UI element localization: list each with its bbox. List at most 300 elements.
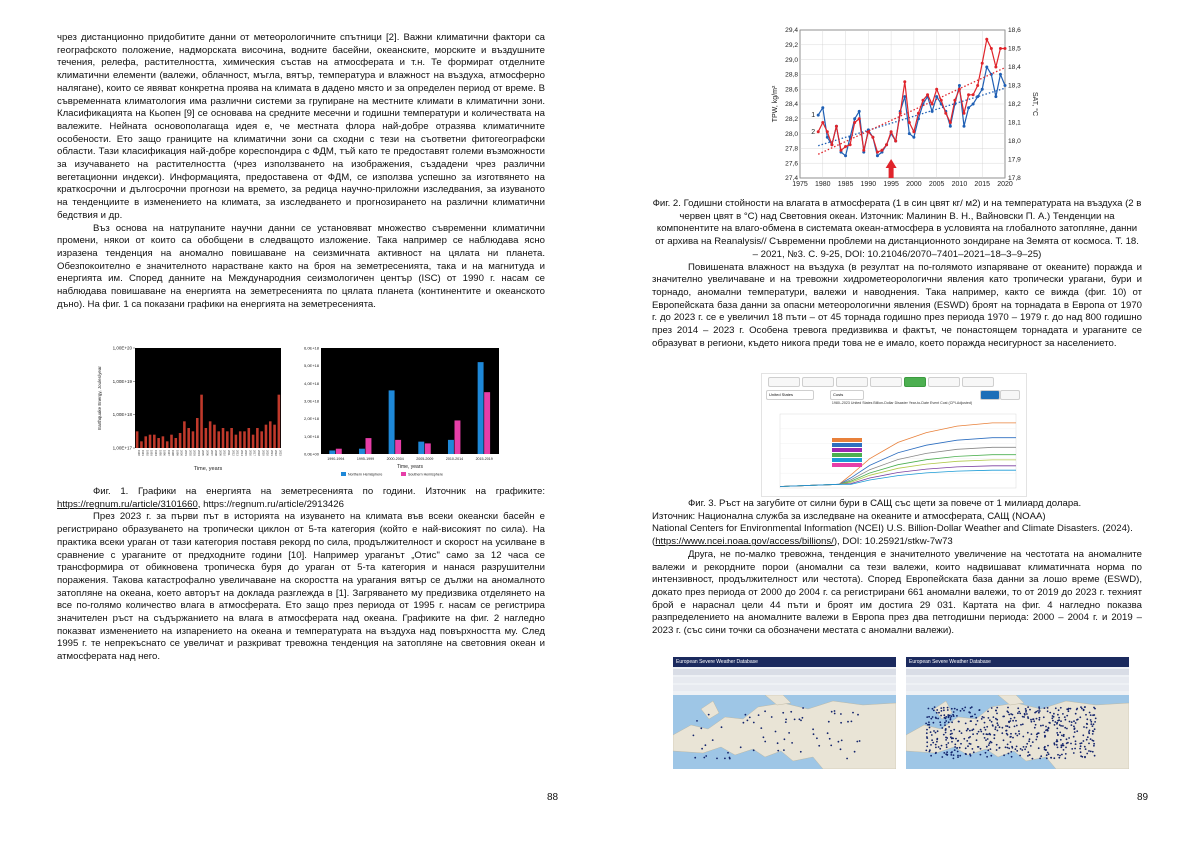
series-point — [999, 47, 1002, 50]
precip-dot — [1026, 743, 1028, 745]
precip-dot — [1010, 751, 1012, 753]
db-toolbar — [673, 685, 896, 691]
precip-dot — [941, 745, 943, 747]
precip-dot — [1033, 720, 1035, 722]
precip-dot — [1027, 717, 1029, 719]
precip-dot — [966, 740, 968, 742]
x-tick-label: 2006 — [205, 450, 209, 456]
series-point — [972, 93, 975, 96]
precip-dot — [1068, 737, 1070, 739]
precip-dot — [990, 755, 992, 757]
y-tick-label-left: 29,0 — [785, 56, 798, 64]
series-point — [849, 143, 852, 146]
precip-dot — [970, 720, 972, 722]
precip-dot — [975, 717, 977, 719]
precip-dot — [950, 733, 952, 735]
precip-dot — [947, 709, 949, 711]
x-tick-label: 2017 — [252, 450, 256, 456]
precip-dot — [956, 715, 958, 717]
precip-dot — [753, 722, 755, 724]
country-select[interactable]: United States — [766, 390, 814, 400]
precip-dot — [1002, 716, 1004, 718]
precip-dot — [1064, 716, 1066, 718]
series-point — [935, 88, 938, 91]
series-point — [967, 106, 970, 109]
precip-dot — [957, 751, 959, 753]
precip-dot — [932, 708, 934, 710]
chart-earthquake-energy-yearly — [91, 342, 289, 482]
precip-dot — [926, 729, 928, 731]
precip-dot — [976, 739, 978, 741]
tooltip-row — [832, 463, 862, 467]
precip-dot — [945, 720, 947, 722]
fig3-svg — [762, 406, 1026, 496]
series-point — [990, 47, 993, 50]
precip-dot — [1029, 709, 1031, 711]
fig1-source-link[interactable]: https://regnum.ru/article/3101660 — [57, 498, 198, 510]
series-point — [1004, 84, 1007, 87]
precip-dot — [859, 740, 861, 742]
precip-dot — [963, 738, 965, 740]
precip-dot — [945, 739, 947, 741]
precip-dot — [969, 736, 971, 738]
series-point — [949, 125, 952, 128]
precip-dot — [964, 707, 966, 709]
precip-dot — [1008, 753, 1010, 755]
x-axis-label: Time, years — [193, 466, 223, 472]
precip-dot — [800, 720, 802, 722]
precip-dot — [1007, 707, 1009, 709]
precip-dot — [1040, 755, 1042, 757]
precip-dot — [834, 710, 836, 712]
bar — [196, 418, 199, 448]
x-tick-label: 2020 — [265, 450, 269, 456]
precip-dot — [1014, 717, 1016, 719]
series-point — [840, 149, 843, 152]
precip-dot — [1058, 709, 1060, 711]
precip-dot — [1074, 727, 1076, 729]
x-tick-label: 1995 — [158, 450, 162, 456]
precip-dot — [1057, 747, 1059, 749]
x-tick-label: 2010 — [951, 181, 968, 188]
y-tick-label: 3,0E+18 — [303, 398, 319, 404]
precip-dot — [988, 717, 990, 719]
series-point — [858, 110, 861, 113]
precip-dot — [1021, 749, 1023, 751]
precip-dot — [1047, 752, 1049, 754]
tab-button[interactable] — [836, 377, 868, 387]
precip-dot — [1011, 746, 1013, 748]
series-point — [817, 130, 820, 133]
precip-dot — [1008, 714, 1010, 716]
x-tick-label: 1975 — [792, 181, 808, 188]
precip-dot — [986, 726, 988, 728]
x-tick-label: 2007 — [209, 450, 213, 456]
precip-dot — [972, 748, 974, 750]
precip-dot — [946, 746, 948, 748]
tooltip-row — [832, 453, 862, 457]
map1-svg — [673, 695, 896, 769]
tab-button[interactable] — [802, 377, 834, 387]
x-tick-label: 2018 — [257, 450, 261, 456]
precip-dot — [973, 751, 975, 753]
precip-dot — [857, 714, 859, 716]
precip-dot — [1027, 755, 1029, 757]
precip-dot — [989, 719, 991, 721]
tab-button[interactable] — [962, 377, 994, 387]
precip-dot — [946, 744, 948, 746]
precip-dot — [1092, 725, 1094, 727]
precip-dot — [1061, 754, 1063, 756]
x-tick-label: 2008 — [214, 450, 218, 456]
x-tick-label: 2013 — [235, 450, 239, 456]
tab-button[interactable] — [768, 377, 800, 387]
precip-dot — [970, 755, 972, 757]
precip-dot — [1060, 720, 1062, 722]
precip-dot — [935, 752, 937, 754]
precip-dot — [968, 711, 970, 713]
precip-dot — [1066, 715, 1068, 717]
precip-dot — [1037, 710, 1039, 712]
precip-dot — [1053, 713, 1055, 715]
precip-dot — [813, 733, 815, 735]
series-point — [963, 112, 966, 115]
bar — [269, 421, 272, 448]
bar — [179, 433, 182, 448]
precip-dot — [775, 731, 777, 733]
precip-dot — [953, 711, 955, 713]
precip-dot — [794, 719, 796, 721]
precip-dot — [753, 749, 755, 751]
precip-dot — [1075, 713, 1077, 715]
bar — [162, 436, 165, 448]
legend-swatch — [341, 472, 346, 476]
x-tick-label: 2001 — [184, 450, 188, 456]
precip-dot — [1047, 745, 1049, 747]
series-point — [999, 73, 1002, 76]
precip-dot — [933, 730, 935, 732]
precip-dot — [1035, 739, 1037, 741]
precip-dot — [1089, 712, 1091, 714]
x-tick-label: 2016 — [248, 450, 252, 456]
series-point — [903, 80, 906, 83]
precip-dot — [987, 749, 989, 751]
precip-dot — [1033, 718, 1035, 720]
precip-dot — [827, 732, 829, 734]
y-axis-label-left: TPW, kg/m² — [772, 85, 779, 123]
precip-dot — [930, 718, 932, 720]
precip-dot — [696, 720, 698, 722]
precip-dot — [1090, 719, 1092, 721]
precip-dot — [935, 747, 937, 749]
precip-dot — [777, 750, 779, 752]
precip-dot — [1028, 740, 1030, 742]
precip-dot — [1057, 754, 1059, 756]
db-toolbar — [673, 669, 896, 675]
precip-dot — [1068, 710, 1070, 712]
precip-dot — [1093, 731, 1095, 733]
x-tick-label: 2000 — [179, 450, 183, 456]
precip-dot — [926, 737, 928, 739]
precip-dot — [1054, 721, 1056, 723]
precip-dot — [1066, 728, 1068, 730]
figure-2-caption: Фиг. 2. Годишни стойности на влагата в атмосферата (1 в син цвят кг/ м2) и на температурата на въздуха (2 в червен цвят в °С) над Световния океан. Източник: Малинин В. Н., Вайновски П. А.) Тенденции на компонентите на влаго-обмена в системата океан-атмосфера в условията на глобалното затопляне, данни от архива на Reanalysis// Съвременни проблеми на дистанционното зондиране на Земята от космоса. Т. 18. – 2021, №3. С. 9-25, DOI: 10.21046/2070–7401–2021–18–3–9–25) — [652, 198, 1142, 260]
precip-dot — [1020, 724, 1022, 726]
bar — [209, 421, 212, 448]
precip-dot — [1062, 743, 1064, 745]
precip-dot — [1005, 746, 1007, 748]
bar — [217, 431, 220, 448]
precip-dot — [812, 728, 814, 730]
precip-dot — [721, 726, 723, 728]
y-tick-label-left: 28,0 — [785, 130, 798, 138]
precip-dot — [944, 722, 946, 724]
series-point — [963, 125, 966, 128]
precip-dot — [940, 715, 942, 717]
precip-dot — [1042, 725, 1044, 727]
view-toggle[interactable] — [1000, 390, 1020, 400]
precip-dot — [1094, 721, 1096, 723]
precip-dot — [1093, 707, 1095, 709]
precip-dot — [932, 742, 934, 744]
precip-dot — [975, 724, 977, 726]
bar — [478, 362, 484, 454]
precip-dot — [947, 714, 949, 716]
series-point — [908, 121, 911, 124]
precip-dot — [830, 745, 832, 747]
tab-button[interactable] — [928, 377, 960, 387]
precip-dot — [700, 727, 702, 729]
tab-button[interactable] — [870, 377, 902, 387]
precip-dot — [984, 722, 986, 724]
bar — [222, 428, 225, 448]
map-2019-2023 — [906, 657, 1129, 769]
y-tick-label-left: 27,4 — [785, 175, 798, 183]
tab-button-active[interactable] — [904, 377, 926, 387]
figure-3-caption-a: Фиг. 3. Ръст на загубите от силни бури в САЩ със щети за повече от 1 милиард долара. — [688, 498, 1082, 509]
precip-dot — [1087, 736, 1089, 738]
precip-dot — [984, 727, 986, 729]
x-tick-label: 2004 — [196, 450, 200, 456]
precip-dot — [1036, 736, 1038, 738]
x-tick-label: 1993 — [149, 450, 153, 456]
y-tick-label: 0,0E+00 — [303, 451, 319, 457]
series-point — [821, 106, 824, 109]
precip-dot — [1024, 748, 1026, 750]
precip-dot — [1084, 757, 1086, 759]
precip-dot — [701, 748, 703, 750]
x-tick-label: 1994 — [153, 450, 157, 456]
precip-dot — [705, 744, 707, 746]
y-axis-label: Earthquake Energy, Joules/year — [97, 366, 102, 430]
series-point — [953, 99, 956, 102]
precip-dot — [1027, 706, 1029, 708]
precip-dot — [1056, 741, 1058, 743]
precip-dot — [1080, 745, 1082, 747]
precip-dot — [816, 737, 818, 739]
y-tick-label-right: 18,3 — [1008, 82, 1021, 90]
precip-dot — [954, 746, 956, 748]
x-tick-label: 1990 — [860, 181, 877, 188]
series-point — [890, 130, 893, 133]
bar — [170, 435, 173, 448]
precip-dot — [989, 742, 991, 744]
db-header: European Severe Weather Database — [906, 657, 1129, 667]
y-tick-label-right: 17,8 — [1008, 175, 1021, 183]
precip-dot — [996, 719, 998, 721]
precip-dot — [926, 732, 928, 734]
precip-dot — [937, 718, 939, 720]
precip-dot — [785, 719, 787, 721]
series-point — [958, 84, 961, 87]
precip-dot — [834, 713, 836, 715]
bar — [273, 425, 276, 448]
precip-dot — [929, 727, 931, 729]
precip-dot — [1010, 718, 1012, 720]
precip-dot — [785, 721, 787, 723]
precip-dot — [1039, 710, 1041, 712]
view-toggle[interactable] — [980, 390, 1000, 400]
tooltip-row — [832, 438, 862, 442]
bar — [418, 442, 424, 454]
precip-dot — [1059, 755, 1061, 757]
y-tick-label-left: 29,2 — [785, 42, 798, 49]
precip-dot — [758, 714, 760, 716]
precip-dot — [957, 755, 959, 757]
precip-dot — [1046, 757, 1048, 759]
precip-dot — [980, 754, 982, 756]
precip-dot — [1023, 746, 1025, 748]
figure-1-caption — [57, 486, 545, 511]
precip-dot — [1022, 716, 1024, 718]
precip-dot — [1048, 753, 1050, 755]
precip-dot — [841, 740, 843, 742]
precip-dot — [941, 710, 943, 712]
precip-dot — [991, 707, 993, 709]
precip-dot — [1088, 733, 1090, 735]
precip-dot — [1005, 725, 1007, 727]
precip-dot — [936, 712, 938, 714]
precip-dot — [1038, 747, 1040, 749]
bar — [278, 395, 281, 448]
precip-dot — [1018, 733, 1020, 735]
precip-dot — [1067, 709, 1069, 711]
bar — [175, 438, 178, 448]
precip-dot — [1047, 730, 1049, 732]
precip-dot — [996, 722, 998, 724]
precip-dot — [1092, 740, 1094, 742]
precip-dot — [1062, 713, 1064, 715]
precip-dot — [1025, 746, 1027, 748]
figure-4 — [673, 657, 1129, 769]
precip-dot — [1079, 748, 1081, 750]
x-tick-label: 2022 — [274, 450, 278, 456]
precip-dot — [960, 743, 962, 745]
precip-dot — [724, 758, 726, 760]
precip-dot — [945, 732, 947, 734]
precip-dot — [951, 741, 953, 743]
precip-dot — [1036, 718, 1038, 720]
precip-dot — [846, 758, 848, 760]
bar — [200, 395, 203, 448]
precip-dot — [1090, 723, 1092, 725]
x-tick-label: 2014 — [239, 450, 243, 456]
precip-dot — [953, 715, 955, 717]
series-point — [912, 130, 915, 133]
precip-dot — [1076, 719, 1078, 721]
x-tick-label: 2002 — [188, 450, 192, 456]
precip-dot — [935, 744, 937, 746]
fig3-source-link[interactable]: https://www.ncei.noaa.gov/access/billions/ — [655, 536, 834, 548]
precip-dot — [929, 749, 931, 751]
x-tick-label: 2000-2004 — [386, 457, 404, 461]
bar — [425, 443, 431, 454]
precip-dot — [948, 726, 950, 728]
series-point — [940, 99, 943, 102]
precip-dot — [852, 712, 854, 714]
precip-dot — [950, 730, 952, 732]
precip-dot — [1025, 708, 1027, 710]
precip-dot — [1044, 735, 1046, 737]
precip-dot — [1036, 734, 1038, 736]
precip-dot — [1025, 711, 1027, 713]
series-point — [844, 154, 847, 157]
precip-dot — [925, 723, 927, 725]
precip-dot — [1052, 720, 1054, 722]
precip-dot — [1086, 723, 1088, 725]
precip-dot — [1050, 757, 1052, 759]
precip-dot — [995, 726, 997, 728]
precip-dot — [1058, 717, 1060, 719]
bar — [359, 449, 365, 454]
page-number: 89 — [1137, 792, 1149, 803]
precip-dot — [997, 724, 999, 726]
y-axis-label-right: SAT, °C — [1031, 91, 1038, 117]
precip-dot — [991, 721, 993, 723]
precip-dot — [948, 721, 950, 723]
precip-dot — [1053, 757, 1055, 759]
right-text-bottom — [652, 498, 1142, 638]
precip-dot — [1080, 755, 1082, 757]
left-text-top — [57, 32, 545, 311]
precip-dot — [1022, 723, 1024, 725]
precip-dot — [954, 744, 956, 746]
precip-dot — [945, 718, 947, 720]
metric-select[interactable]: Costs — [830, 390, 864, 400]
precip-dot — [943, 707, 945, 709]
precip-dot — [1002, 727, 1004, 729]
series-point — [844, 145, 847, 148]
precip-dot — [938, 746, 940, 748]
precip-dot — [1090, 738, 1092, 740]
precip-dot — [693, 735, 695, 737]
precip-dot — [966, 730, 968, 732]
y-tick-label: 5,0E+18 — [303, 363, 319, 369]
precip-dot — [941, 727, 943, 729]
precip-dot — [961, 732, 963, 734]
x-tick-label: 2015-2019 — [475, 457, 493, 461]
precip-dot — [989, 734, 991, 736]
x-tick-label: 2009 — [218, 450, 222, 456]
precip-dot — [943, 709, 945, 711]
precip-dot — [979, 709, 981, 711]
plot-frame — [780, 414, 1016, 488]
precip-dot — [992, 725, 994, 727]
bar — [256, 428, 259, 448]
precip-dot — [995, 710, 997, 712]
precip-dot — [983, 717, 985, 719]
tooltip-row — [832, 443, 862, 447]
